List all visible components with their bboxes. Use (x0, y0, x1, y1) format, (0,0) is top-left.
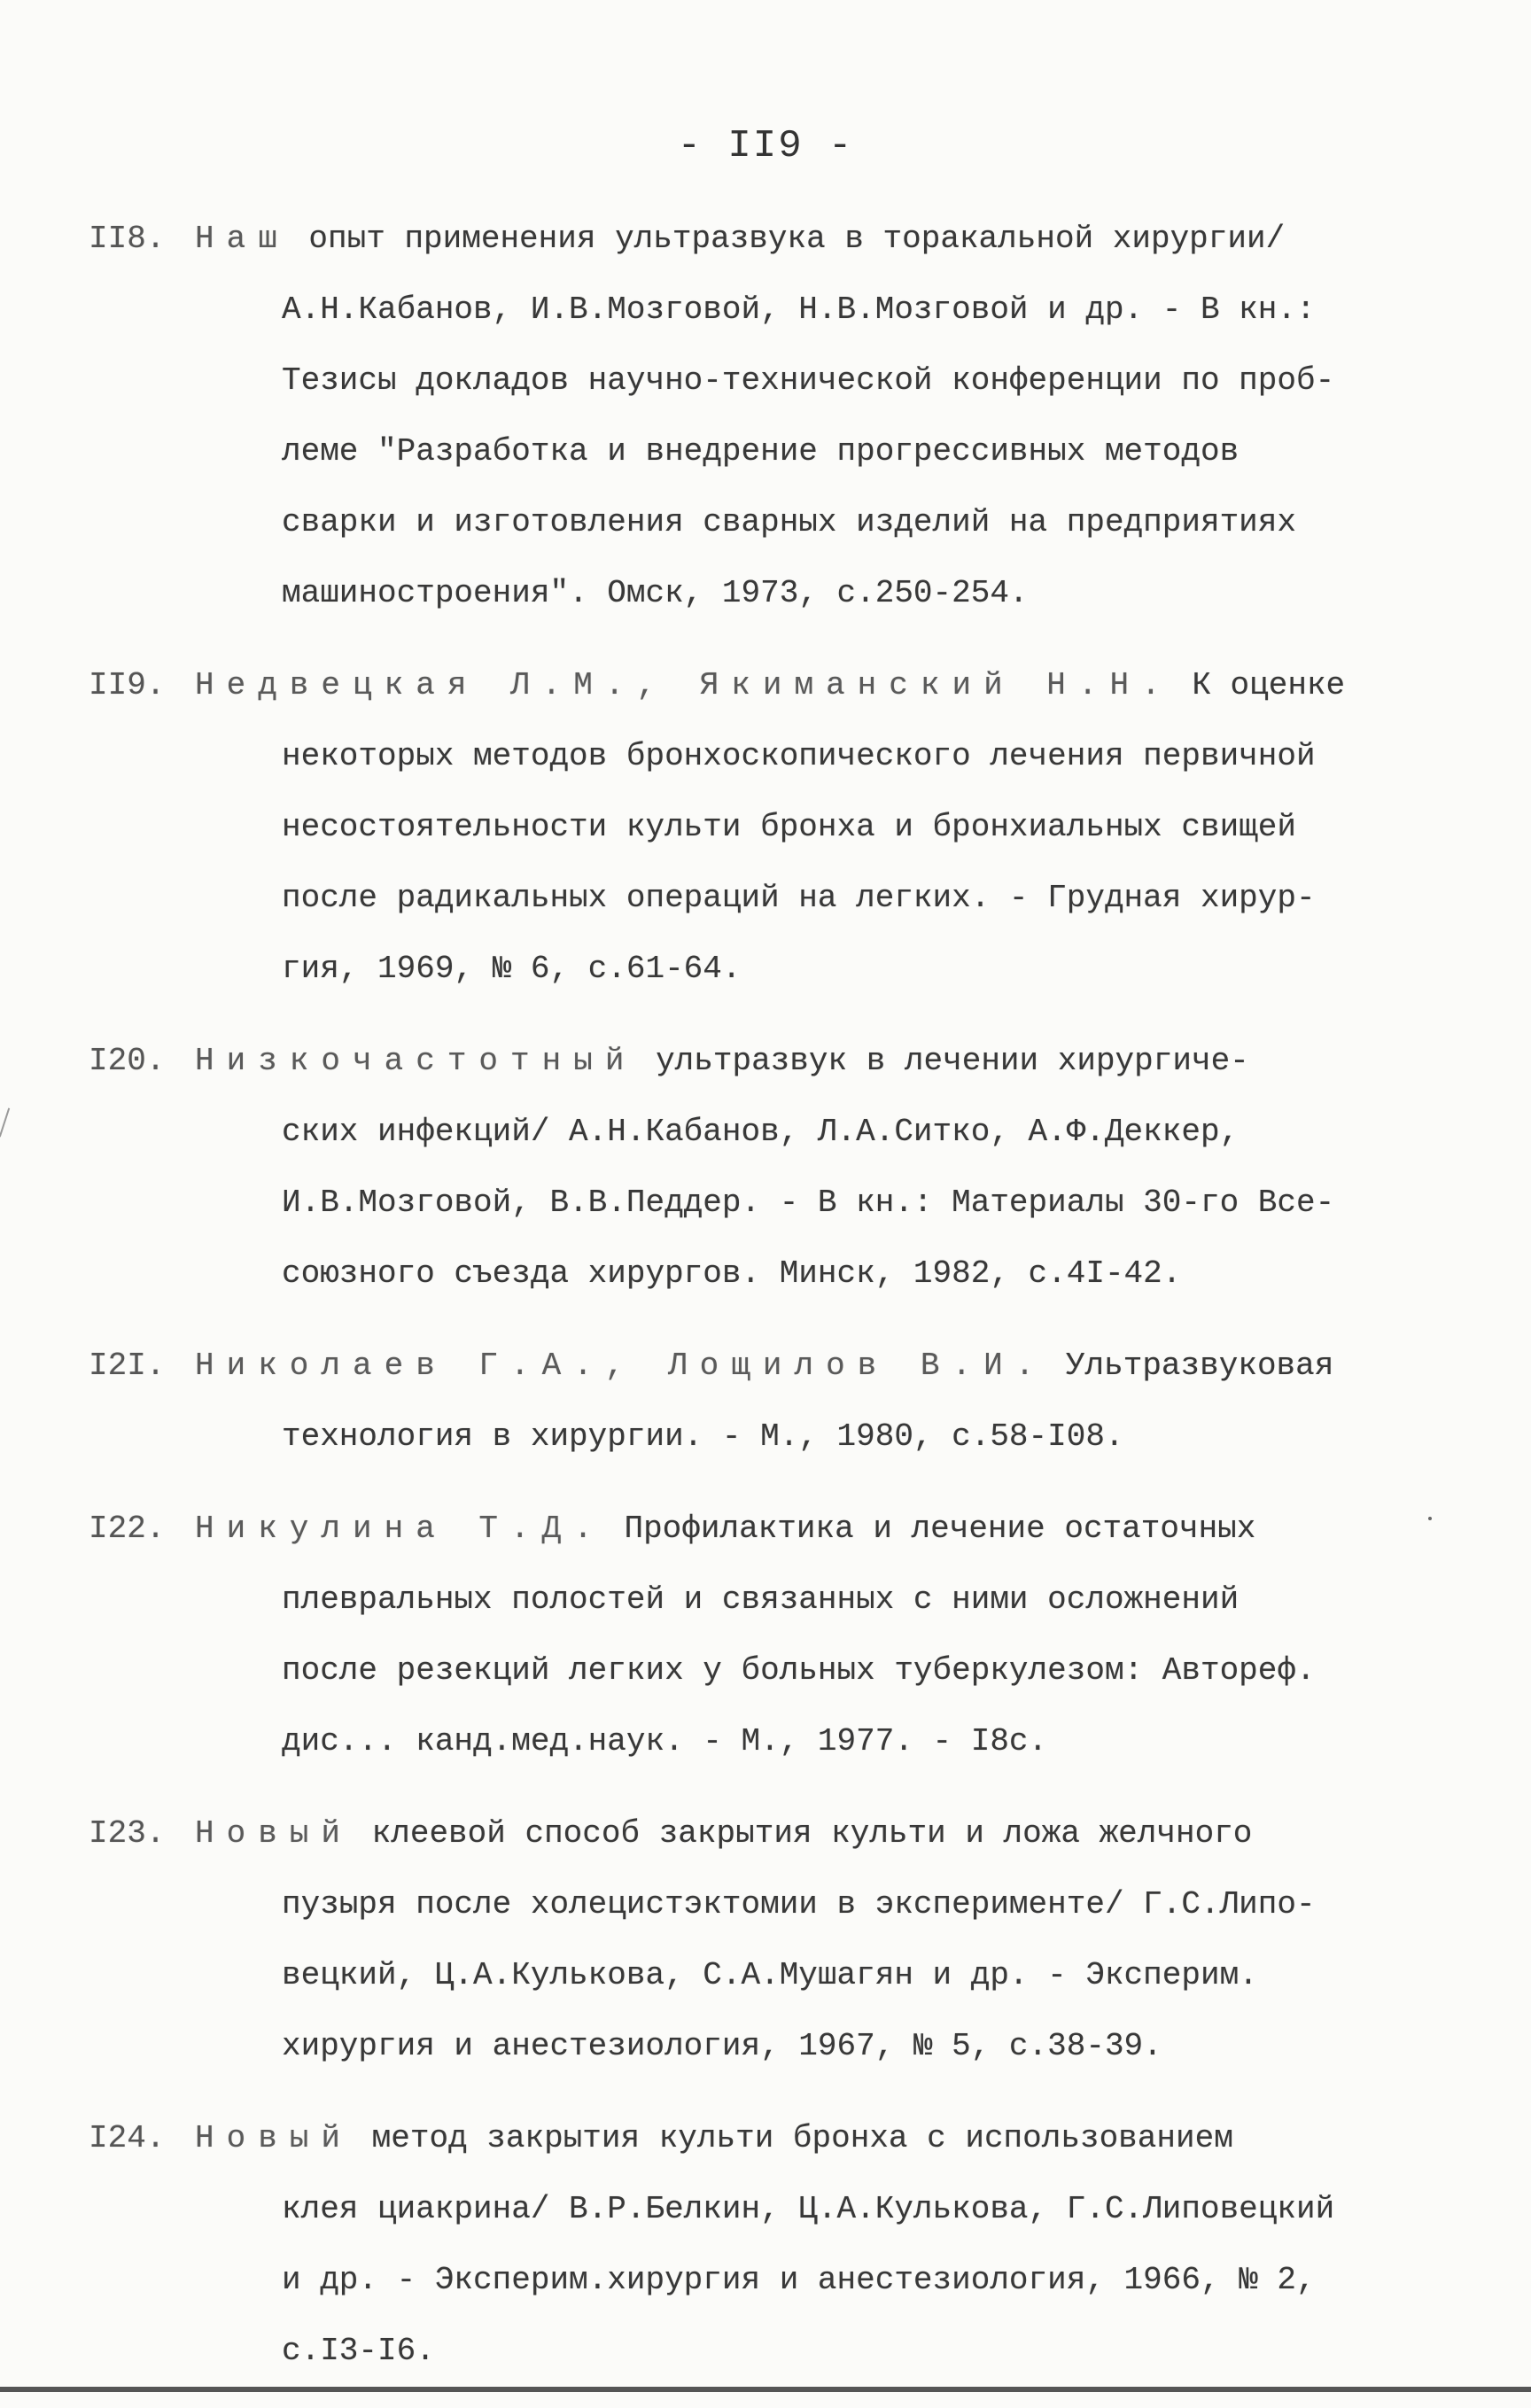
entry-spaced-heading: Новый (195, 1815, 354, 1852)
entry-continuation-line (0, 1168, 1531, 1239)
entry-heading (195, 650, 1449, 721)
entry-number: II9. (89, 667, 166, 703)
scan-dot-mark (1428, 1517, 1432, 1520)
entry-first-line (0, 650, 1531, 721)
entry-continuation-line (0, 1635, 1531, 1706)
entry-text: А.Н.Кабанов, И.В.Мозговой, Н.В.Мозговой и др. - В кн.: (282, 291, 1316, 328)
entry-continuation-line (0, 346, 1531, 416)
bibliography-entry (0, 1026, 1531, 1309)
entry-first-line (0, 204, 1531, 275)
entry-continuation-line (0, 416, 1531, 487)
entry-text: клеевой способ закрытия культи и ложа желчного (371, 1815, 1253, 1852)
entry-continuation-line (0, 487, 1531, 558)
entry-text: хирургия и анестезиология, 1967, № 5, с.38-39. (282, 2028, 1162, 2064)
entry-text: метод закрытия культи бронха с использованием (371, 2120, 1233, 2156)
entry-continuation-line (0, 1239, 1531, 1309)
entry-continuation-line (0, 721, 1531, 792)
entry-continuation-line (0, 2011, 1531, 2082)
entry-text: технология в хирургии. - М., 1980, с.58-I08. (282, 1418, 1124, 1455)
entry-first-line (0, 1331, 1531, 1402)
entry-text: вецкий, Ц.А.Кулькова, С.А.Мушагян и др. - Эксперим. (282, 1957, 1258, 1993)
entry-continuation-line (0, 1097, 1531, 1168)
entry-text: леме "Разработка и внедрение прогрессивных методов (282, 433, 1240, 470)
entry-heading (195, 2103, 1449, 2174)
entry-continuation-line (0, 1565, 1531, 1635)
bibliography-entry (0, 204, 1531, 629)
entry-spaced-heading: Низкочастотный (195, 1043, 637, 1079)
entry-continuation-line (0, 558, 1531, 629)
entry-continuation-line (0, 792, 1531, 863)
entry-continuation-line (0, 934, 1531, 1005)
entry-heading (195, 204, 1449, 275)
page-number: - II9 - (677, 124, 854, 168)
entry-number: I23. (89, 1815, 166, 1852)
entry-text: пузыря после холецистэктомии в эксперименте/ Г.С.Липо- (282, 1886, 1316, 1923)
entry-text: сварки и изготовления сварных изделий на предприятиях (282, 504, 1296, 540)
bibliography-list (0, 204, 1531, 2408)
entry-continuation-line (0, 2316, 1531, 2387)
entry-number: I20. (89, 1043, 166, 1079)
entry-heading (195, 1331, 1449, 1402)
entry-number: I22. (89, 1511, 166, 1547)
entry-spaced-heading: Наш (195, 221, 290, 257)
entry-heading (195, 1026, 1449, 1097)
entry-text: Профилактика и лечение остаточных (624, 1511, 1256, 1547)
entry-text: и др. - Эксперим.хирургия и анестезиология, 1966, № 2, (282, 2262, 1316, 2298)
entry-text: ультразвук в лечении хирургиче- (656, 1043, 1249, 1079)
entry-text: союзного съезда хирургов. Минск, 1982, с.4I-42. (282, 1255, 1182, 1292)
entry-continuation-line (0, 2245, 1531, 2316)
entry-spaced-heading: Новый (195, 2120, 354, 2156)
entry-number: I24. (89, 2120, 166, 2156)
entry-text: с.I3-I6. (282, 2333, 435, 2369)
entry-heading (195, 1494, 1449, 1565)
scan-bottom-edge (0, 2387, 1531, 2392)
bibliography-entry (0, 1494, 1531, 1777)
entry-continuation-line (0, 275, 1531, 346)
entry-continuation-line (0, 1706, 1531, 1777)
entry-text: некоторых методов бронхоскопического лечения первичной (282, 738, 1316, 774)
entry-text: несостоятельности культи бронха и бронхиальных свищей (282, 809, 1296, 845)
entry-text: Тезисы докладов научно-технической конференции по проб- (282, 362, 1335, 399)
entry-text: опыт применения ультразвука в торакальной хирургии/ (308, 221, 1286, 257)
entry-spaced-heading: Никулина Т.Д. (195, 1511, 605, 1547)
entry-number: I2I. (89, 1348, 166, 1384)
entry-first-line (0, 1494, 1531, 1565)
entry-text: дис... канд.мед.наук. - М., 1977. - I8с. (282, 1723, 1048, 1759)
bibliography-entry (0, 2103, 1531, 2387)
entry-text: И.В.Мозговой, В.В.Педдер. - В кн.: Материалы 30-го Все- (282, 1185, 1335, 1221)
entry-spaced-heading: Недвецкая Л.М., Якиманский Н.Н. (195, 667, 1173, 703)
entry-continuation-line (0, 1940, 1531, 2011)
entry-first-line (0, 2103, 1531, 2174)
entry-text: плевральных полостей и связанных с ними осложнений (282, 1581, 1240, 1618)
entry-text: ских инфекций/ А.Н.Кабанов, Л.А.Ситко, А.Ф.Деккер, (282, 1114, 1240, 1150)
entry-text: машиностроения". Омск, 1973, с.250-254. (282, 575, 1029, 611)
entry-text: К оценке (1192, 667, 1346, 703)
bibliography-entry (0, 1798, 1531, 2082)
entry-continuation-line (0, 1402, 1531, 1472)
entry-number: II8. (89, 221, 166, 257)
entry-text: клея циакрина/ В.Р.Белкин, Ц.А.Кулькова, Г.С.Липовецкий (282, 2191, 1335, 2227)
entry-text: после резекций легких у больных туберкулезом: Автореф. (282, 1652, 1316, 1689)
entry-text: Ультразвуковая (1065, 1348, 1334, 1384)
entry-heading (195, 1798, 1449, 1869)
entry-continuation-line (0, 1869, 1531, 1940)
bibliography-entry (0, 1331, 1531, 1472)
entry-first-line (0, 1026, 1531, 1097)
entry-continuation-line (0, 863, 1531, 934)
entry-first-line (0, 1798, 1531, 1869)
entry-spaced-heading: Николаев Г.А., Лощилов В.И. (195, 1348, 1047, 1384)
bibliography-entry (0, 650, 1531, 1005)
entry-continuation-line (0, 2174, 1531, 2245)
entry-text: гия, 1969, № 6, с.61-64. (282, 951, 742, 987)
entry-text: после радикальных операций на легких. - Грудная хирур- (282, 880, 1316, 916)
